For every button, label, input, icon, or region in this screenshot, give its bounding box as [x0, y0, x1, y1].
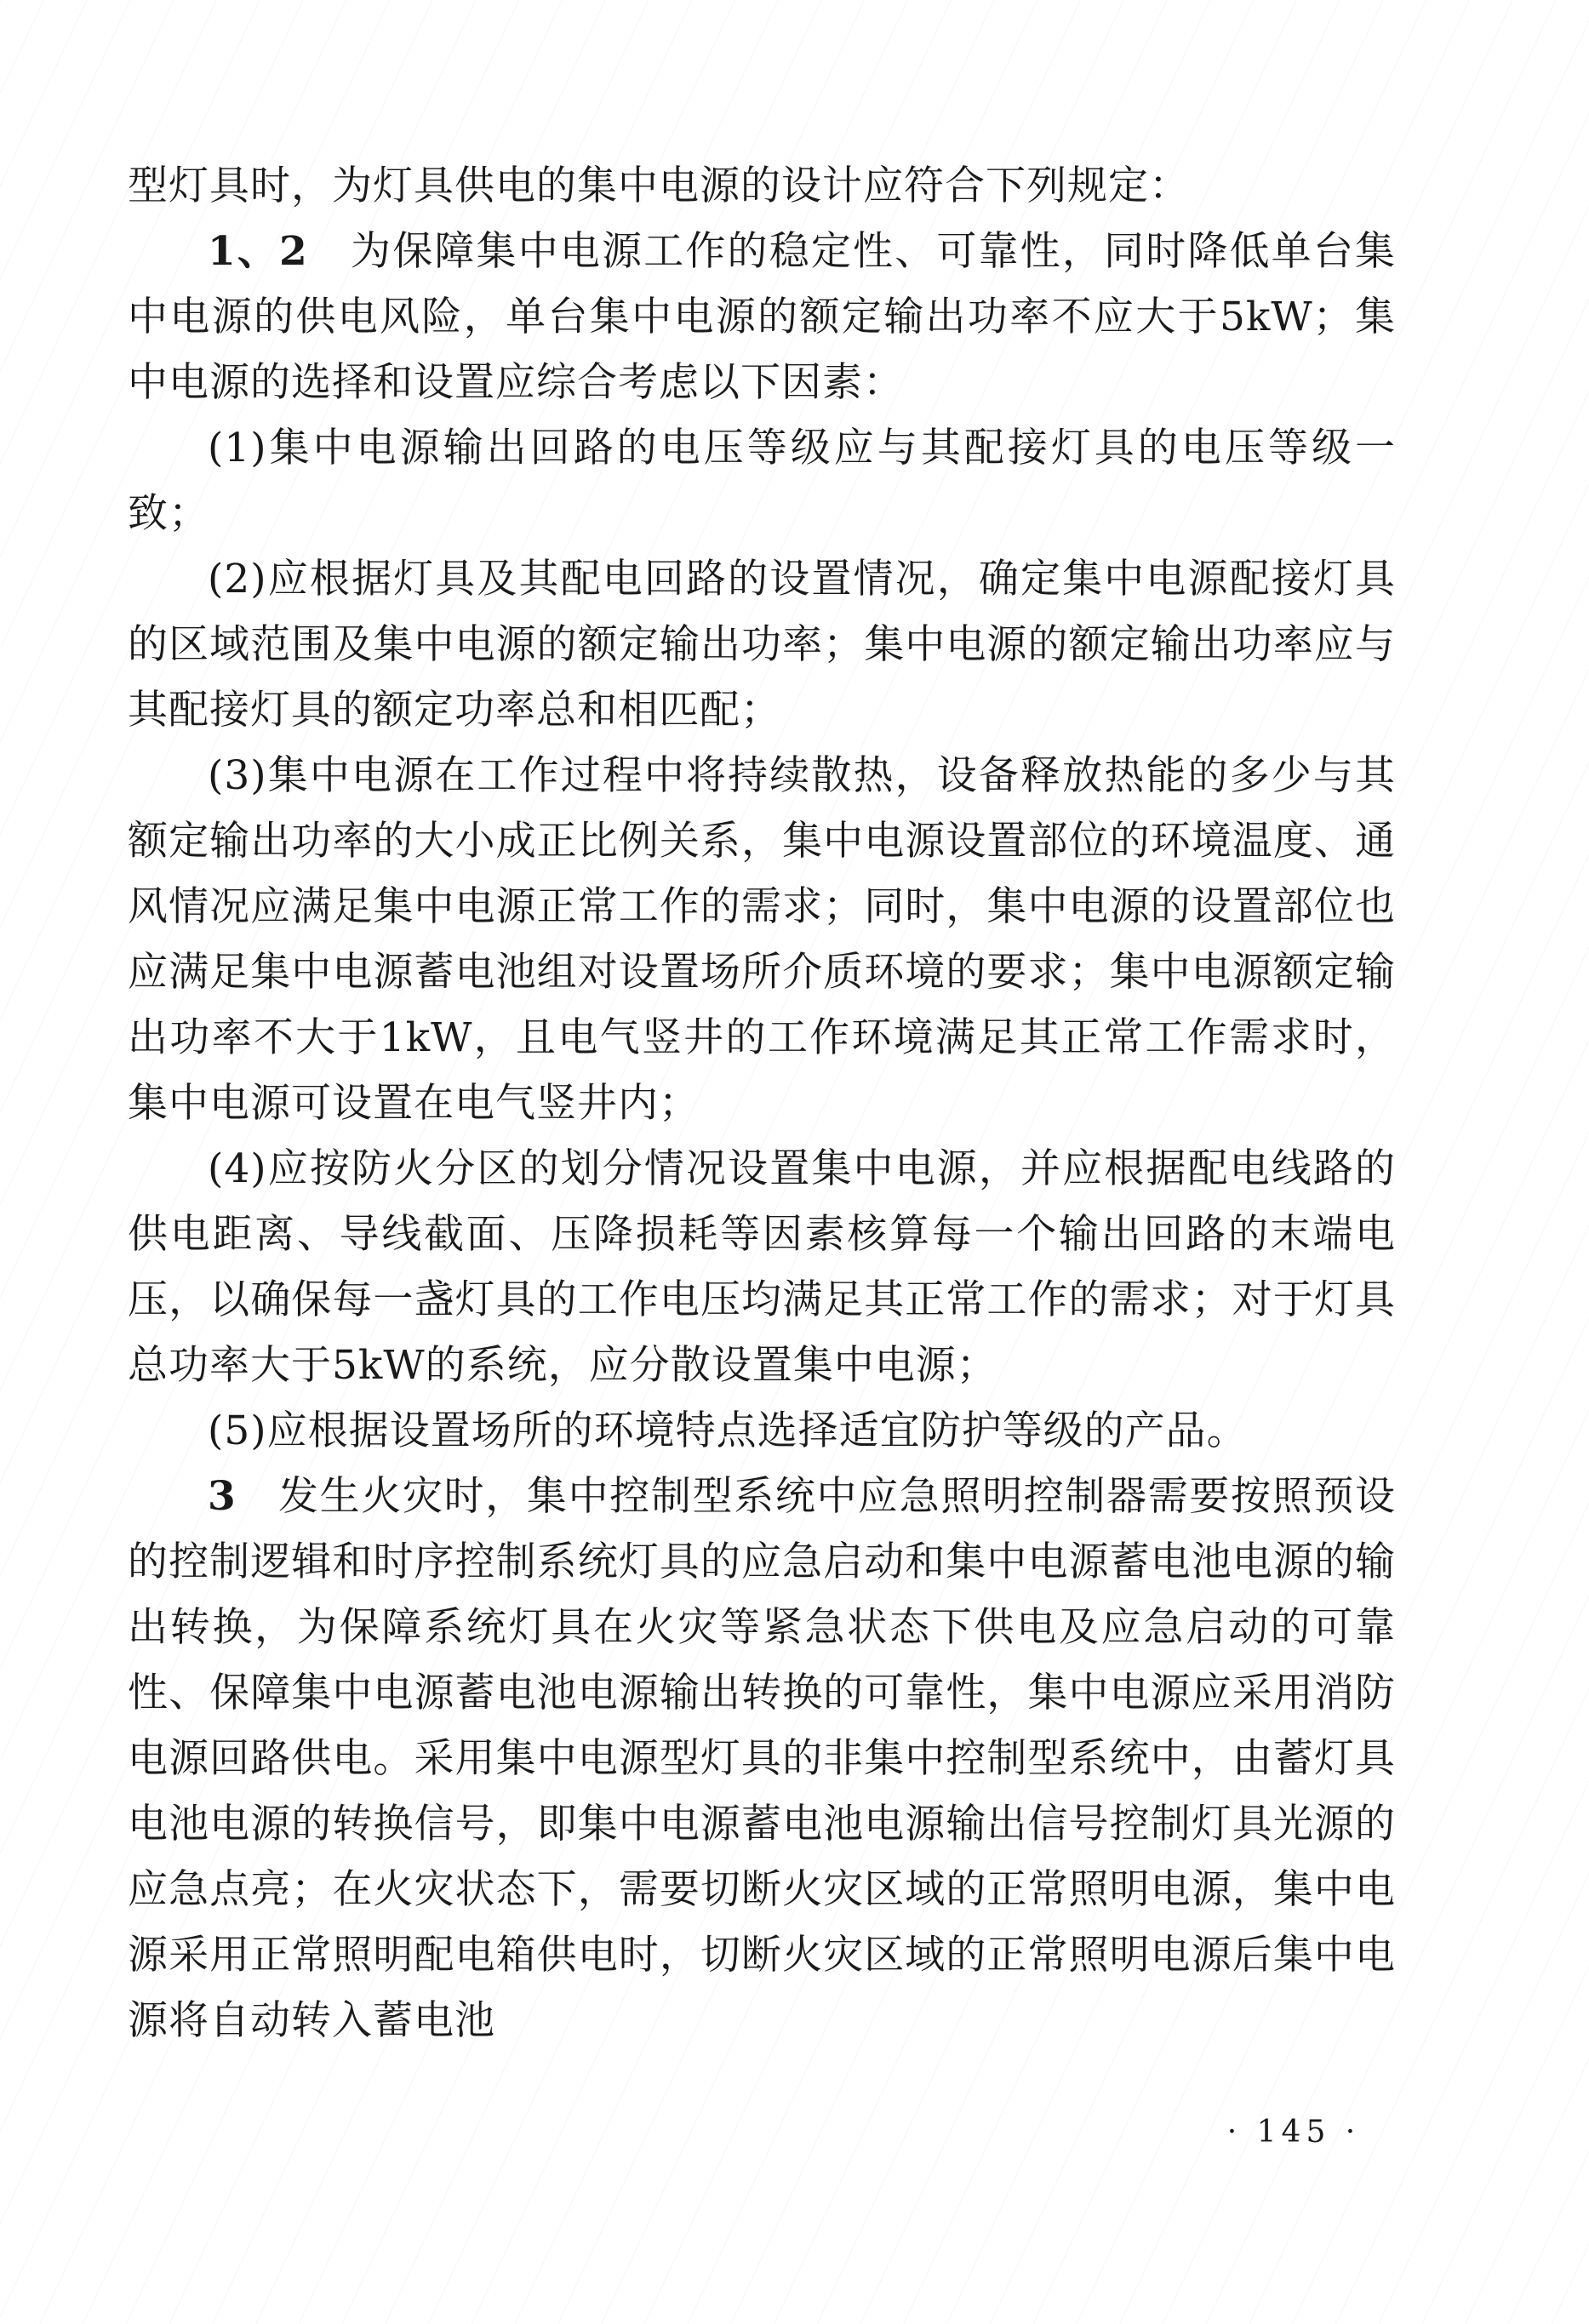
paragraph-text: 型灯具时，为灯具供电的集中电源的设计应符合下列规定：: [128, 163, 1190, 209]
paragraph-text: (4)应按防火分区的划分情况设置集中电源，并应根据配电线路的供电距离、导线截面、压降损耗等因素核算每一个输出回路的末端电压，以确保每一盏灯具的工作电压均满足其正常工作的需求；对于灯具总功率大于5kW的系统，应分散设置集中电源；: [128, 1145, 1396, 1389]
paragraph-3: [128, 1464, 1396, 2053]
page-number: · 145 ·: [1226, 2115, 1361, 2150]
clause-number: 1、2: [208, 228, 308, 275]
paragraph-1-2: [128, 219, 1396, 415]
paragraph-intro-continuation: [128, 153, 1396, 219]
paragraph-item-2: [128, 546, 1396, 743]
paragraph-item-4: [128, 1136, 1396, 1398]
paragraph-text: (5)应根据设置场所的环境特点选择适宜防护等级的产品。: [208, 1408, 1248, 1454]
paragraph-text: (3)集中电源在工作过程中将持续散热，设备释放热能的多少与其额定输出功率的大小成正比例关系，集中电源设置部位的环境温度、通风情况应满足集中电源正常工作的需求；同时，集中电源的设置部位也应满足集中电源蓄电池组对设置场所介质环境的要求；集中电源额定输出功率不大于1kW，且电气竖井的工作环境满足其正常工作需求时，集中电源可设置在电气竖井内；: [128, 752, 1396, 1127]
clause-number: 3: [208, 1473, 237, 1520]
paragraph-item-1: [128, 415, 1396, 546]
paragraph-text: (2)应根据灯具及其配电回路的设置情况，确定集中电源配接灯具的区域范围及集中电源的额定输出功率；集中电源的额定输出功率应与其配接灯具的额定功率总和相匹配；: [128, 556, 1396, 734]
paragraph-text: (1)集中电源输出回路的电压等级应与其配接灯具的电压等级一致；: [128, 425, 1396, 537]
paragraph-text: 为保障集中电源工作的稳定性、可靠性，同时降低单台集中电源的供电风险，单台集中电源的额定输出功率不应大于5kW；集中电源的选择和设置应综合考虑以下因素：: [128, 228, 1396, 406]
paragraph-item-5: [128, 1398, 1396, 1464]
body-text: [128, 153, 1396, 2053]
paragraph-text: 发生火灾时，集中控制型系统中应急照明控制器需要按照预设的控制逻辑和时序控制系统灯具的应急启动和集中电源蓄电池电源的输出转换，为保障系统灯具在火灾等紧急状态下供电及应急启动的可靠性、保障集中电源蓄电池电源输出转换的可靠性，集中电源应采用消防电源回路供电。采用集中电源型灯具的非集中控制型系统中，由蓄灯具电池电源的转换信号，即集中电源蓄电池电源输出信号控制灯具光源的应急点亮；在火灾状态下，需要切断火灾区域的正常照明电源，集中电源采用正常照明配电箱供电时，切断火灾区域的正常照明电源后集中电源将自动转入蓄电池: [128, 1473, 1396, 2044]
paragraph-item-3: [128, 743, 1396, 1136]
